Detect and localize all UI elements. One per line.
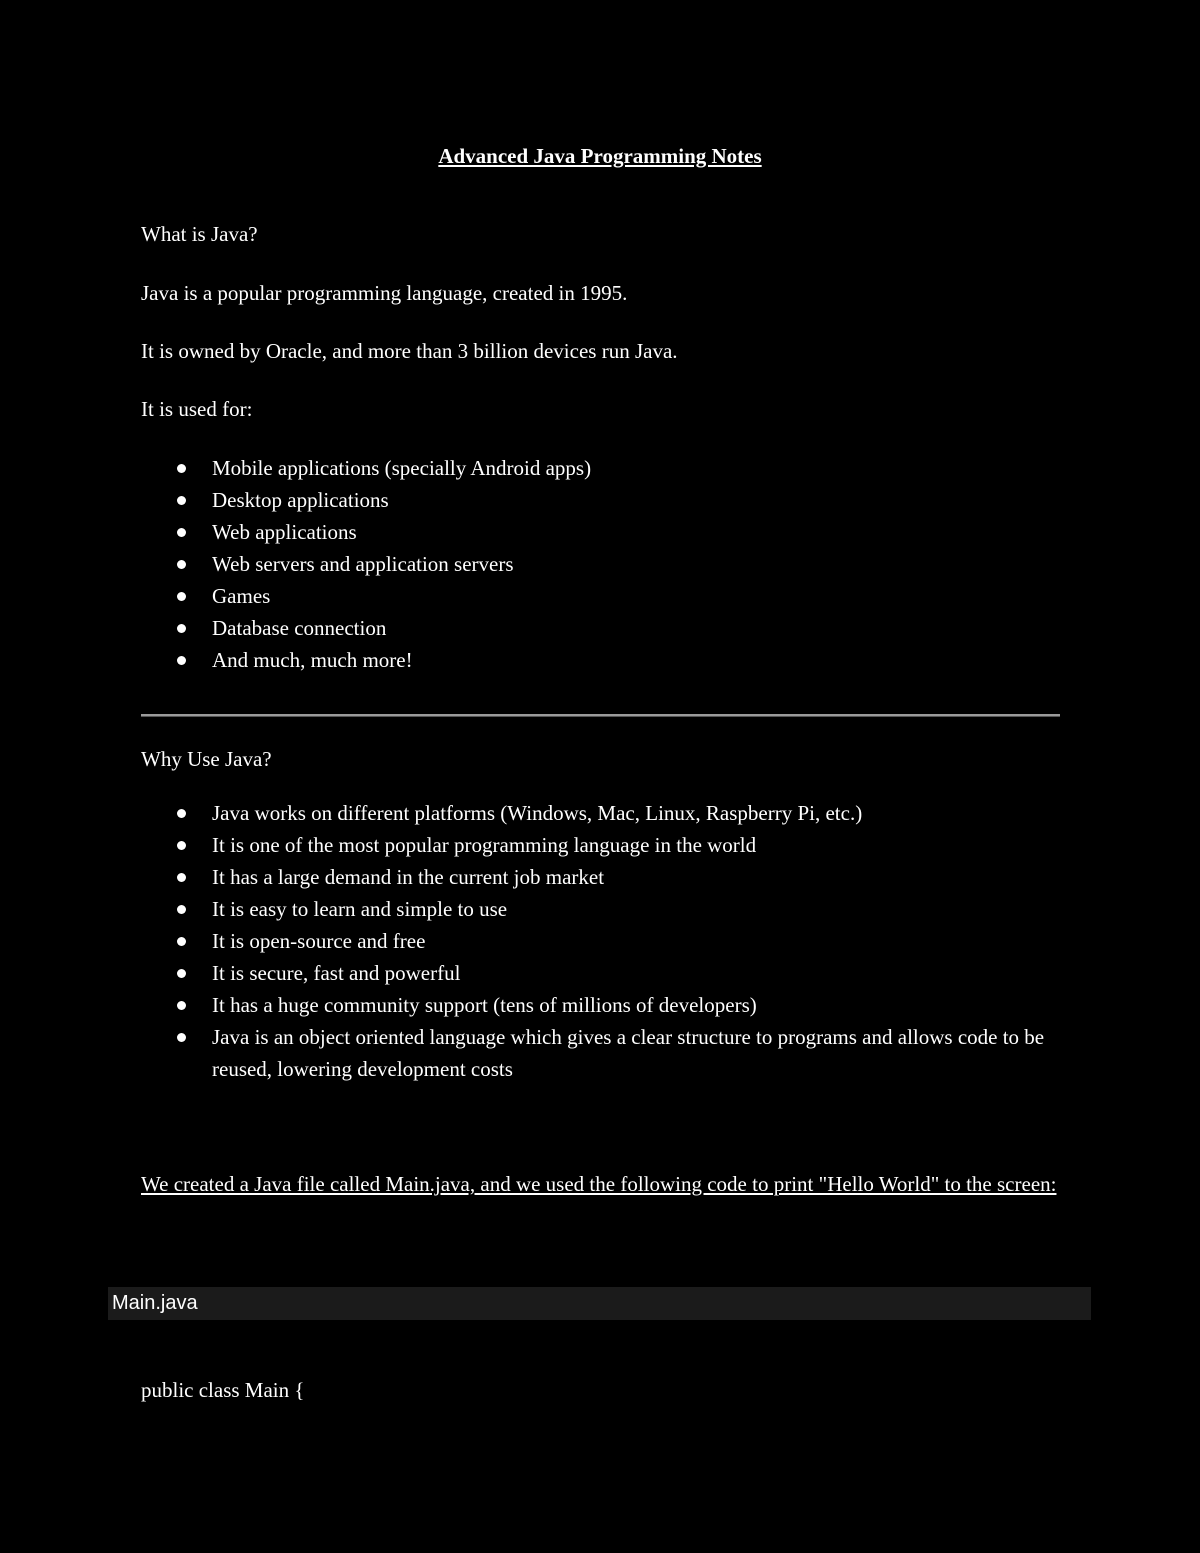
list-item: Web applications: [141, 516, 1061, 548]
list-item: Java works on different platforms (Windows, Mac, Linux, Raspberry Pi, etc.): [141, 797, 1061, 829]
bullet-icon: [177, 528, 186, 537]
why-use-java-heading: Why Use Java?: [141, 747, 272, 771]
list-item: It has a large demand in the current job market: [141, 861, 1061, 893]
list-item: Database connection: [141, 612, 1061, 644]
intro-paragraph-1: Java is a popular programming language, created in 1995.: [141, 281, 628, 305]
bullet-icon: [177, 841, 186, 850]
bullet-icon: [177, 905, 186, 914]
bullet-icon: [177, 1001, 186, 1010]
example-intro-text: We created a Java file called Main.java, and we used the following code to print "Hello World" to the screen:: [141, 1172, 1057, 1196]
list-item: It is secure, fast and powerful: [141, 957, 1061, 989]
why-use-java-list: [141, 797, 1061, 1085]
list-item: Mobile applications (specially Android apps): [141, 452, 1061, 484]
bullet-icon: [177, 1033, 186, 1042]
bullet-icon: [177, 969, 186, 978]
bullet-icon: [177, 656, 186, 665]
bullet-icon: [177, 937, 186, 946]
bullet-icon: [177, 809, 186, 818]
bullet-icon: [177, 560, 186, 569]
file-name: Main.java: [112, 1292, 198, 1314]
used-for-list: [141, 452, 1061, 676]
horizontal-divider: [141, 714, 1060, 717]
used-for-label: It is used for:: [141, 397, 253, 421]
list-item: Web servers and application servers: [141, 548, 1061, 580]
list-item: It is open-source and free: [141, 925, 1061, 957]
list-item: Games: [141, 580, 1061, 612]
list-item: It is one of the most popular programming language in the world: [141, 829, 1061, 861]
list-item: And much, much more!: [141, 644, 1061, 676]
list-item: It is easy to learn and simple to use: [141, 893, 1061, 925]
bullet-icon: [177, 624, 186, 633]
list-item: It has a huge community support (tens of millions of developers): [141, 989, 1061, 1021]
list-item: Java is an object oriented language which gives a clear structure to programs and allows code to be reused, lowering development costs: [141, 1021, 1061, 1085]
bullet-icon: [177, 464, 186, 473]
code-line: public class Main {: [141, 1378, 305, 1402]
document-title: Advanced Java Programming Notes: [438, 144, 762, 168]
bullet-icon: [177, 592, 186, 601]
code-file-header: [108, 1287, 1091, 1320]
intro-paragraph-2: It is owned by Oracle, and more than 3 billion devices run Java.: [141, 339, 678, 363]
list-item: Desktop applications: [141, 484, 1061, 516]
bullet-icon: [177, 873, 186, 882]
what-is-java-heading: What is Java?: [141, 222, 258, 246]
bullet-icon: [177, 496, 186, 505]
